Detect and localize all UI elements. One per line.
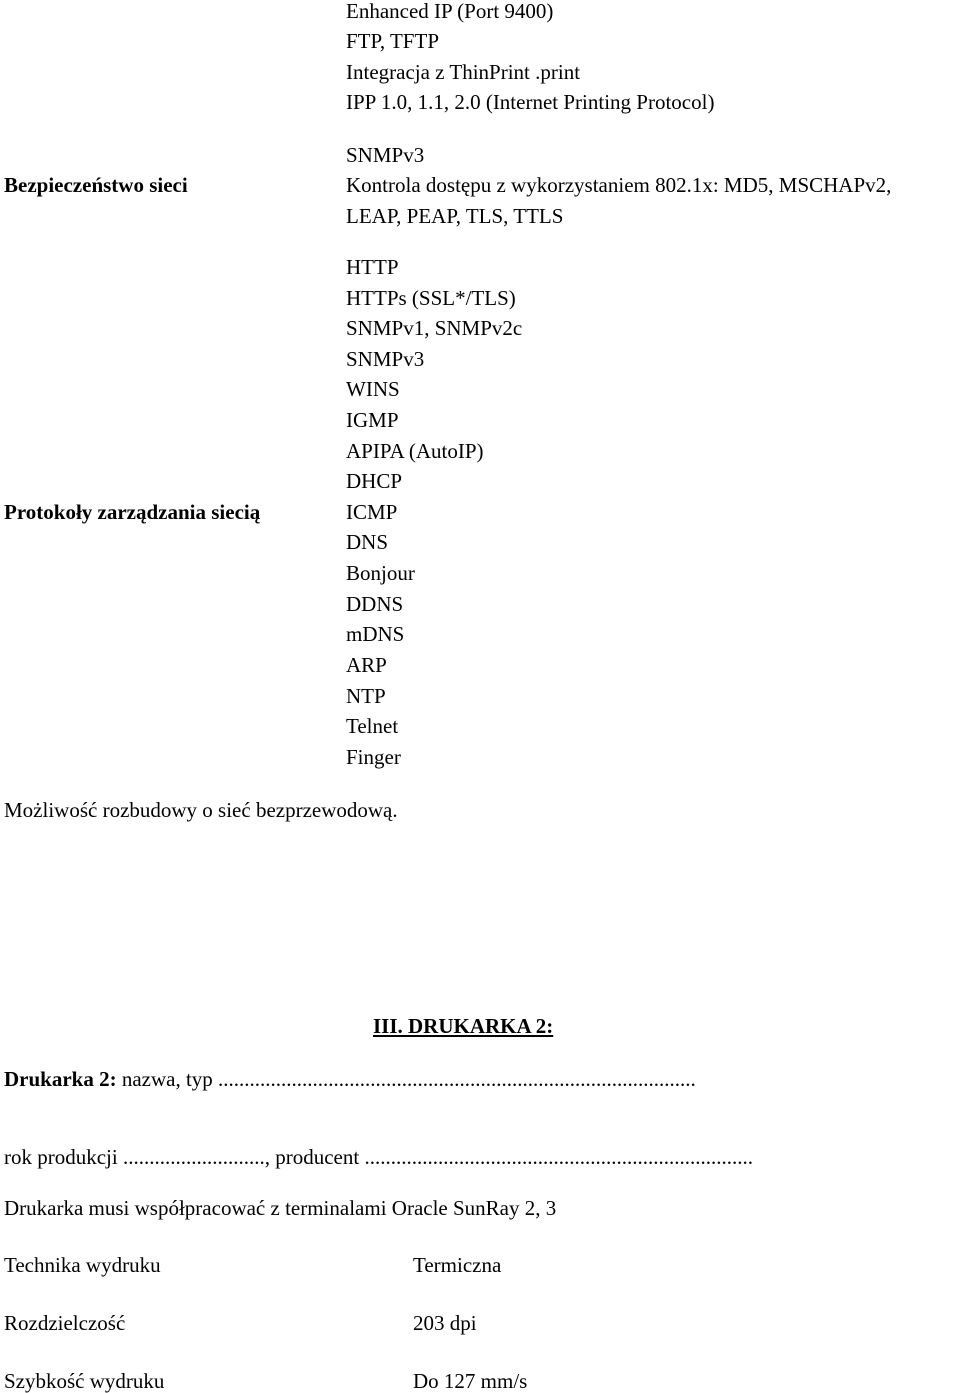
management-line: NTP <box>346 684 386 708</box>
management-line: HTTPs (SSL*/TLS) <box>346 286 516 310</box>
management-line: ARP <box>346 653 387 677</box>
management-line: mDNS <box>346 622 405 646</box>
compat-line: Drukarka musi współpracować z terminalami Oracle SunRay 2, 3 <box>4 1196 557 1220</box>
printer-label: Drukarka 2: <box>4 1067 117 1091</box>
security-label: Bezpieczeństwo sieci <box>4 173 188 197</box>
management-line: Finger <box>346 745 401 769</box>
management-line: DDNS <box>346 592 404 616</box>
wireless-note: Możliwość rozbudowy o sieć bezprzewodową. <box>4 798 398 822</box>
security-line: Kontrola dostępu z wykorzystaniem 802.1x: MD5, MSCHAPv2, <box>346 173 892 197</box>
management-line: HTTP <box>346 255 399 279</box>
section-heading: III. DRUKARKA 2: <box>373 1014 554 1038</box>
spec-label-technique: Technika wydruku <box>4 1253 161 1277</box>
management-line: DHCP <box>346 469 403 493</box>
printer-name-line <box>4 1069 696 1090</box>
protocol-line: Integracja z ThinPrint .print <box>346 60 581 84</box>
management-line: ICMP <box>346 500 398 524</box>
printer-name-field: nazwa, typ ........................................................................................... <box>116 1067 696 1091</box>
management-line: APIPA (AutoIP) <box>346 439 484 463</box>
protocol-line: Enhanced IP (Port 9400) <box>346 0 554 23</box>
security-line: LEAP, PEAP, TLS, TTLS <box>346 204 564 228</box>
management-label: Protokoły zarządzania siecią <box>4 500 261 524</box>
management-line: SNMPv3 <box>346 347 425 371</box>
protocol-line: FTP, TFTP <box>346 29 439 53</box>
spec-label-resolution: Rozdzielczość <box>4 1311 126 1335</box>
management-line: DNS <box>346 530 389 554</box>
protocol-line: IPP 1.0, 1.1, 2.0 (Internet Printing Protocol) <box>346 90 715 114</box>
security-line: SNMPv3 <box>346 143 425 167</box>
management-line: WINS <box>346 377 400 401</box>
spec-value-technique: Termiczna <box>413 1253 502 1277</box>
management-line: SNMPv1, SNMPv2c <box>346 316 523 340</box>
spec-value-speed: Do 127 mm/s <box>413 1369 528 1393</box>
management-line: Bonjour <box>346 561 415 585</box>
spec-label-speed: Szybkość wydruku <box>4 1369 165 1393</box>
management-line: Telnet <box>346 714 399 738</box>
spec-value-resolution: 203 dpi <box>413 1311 477 1335</box>
year-producer-line: rok produkcji ..........................., producent .......................................................................... <box>4 1145 753 1169</box>
management-line: IGMP <box>346 408 399 432</box>
